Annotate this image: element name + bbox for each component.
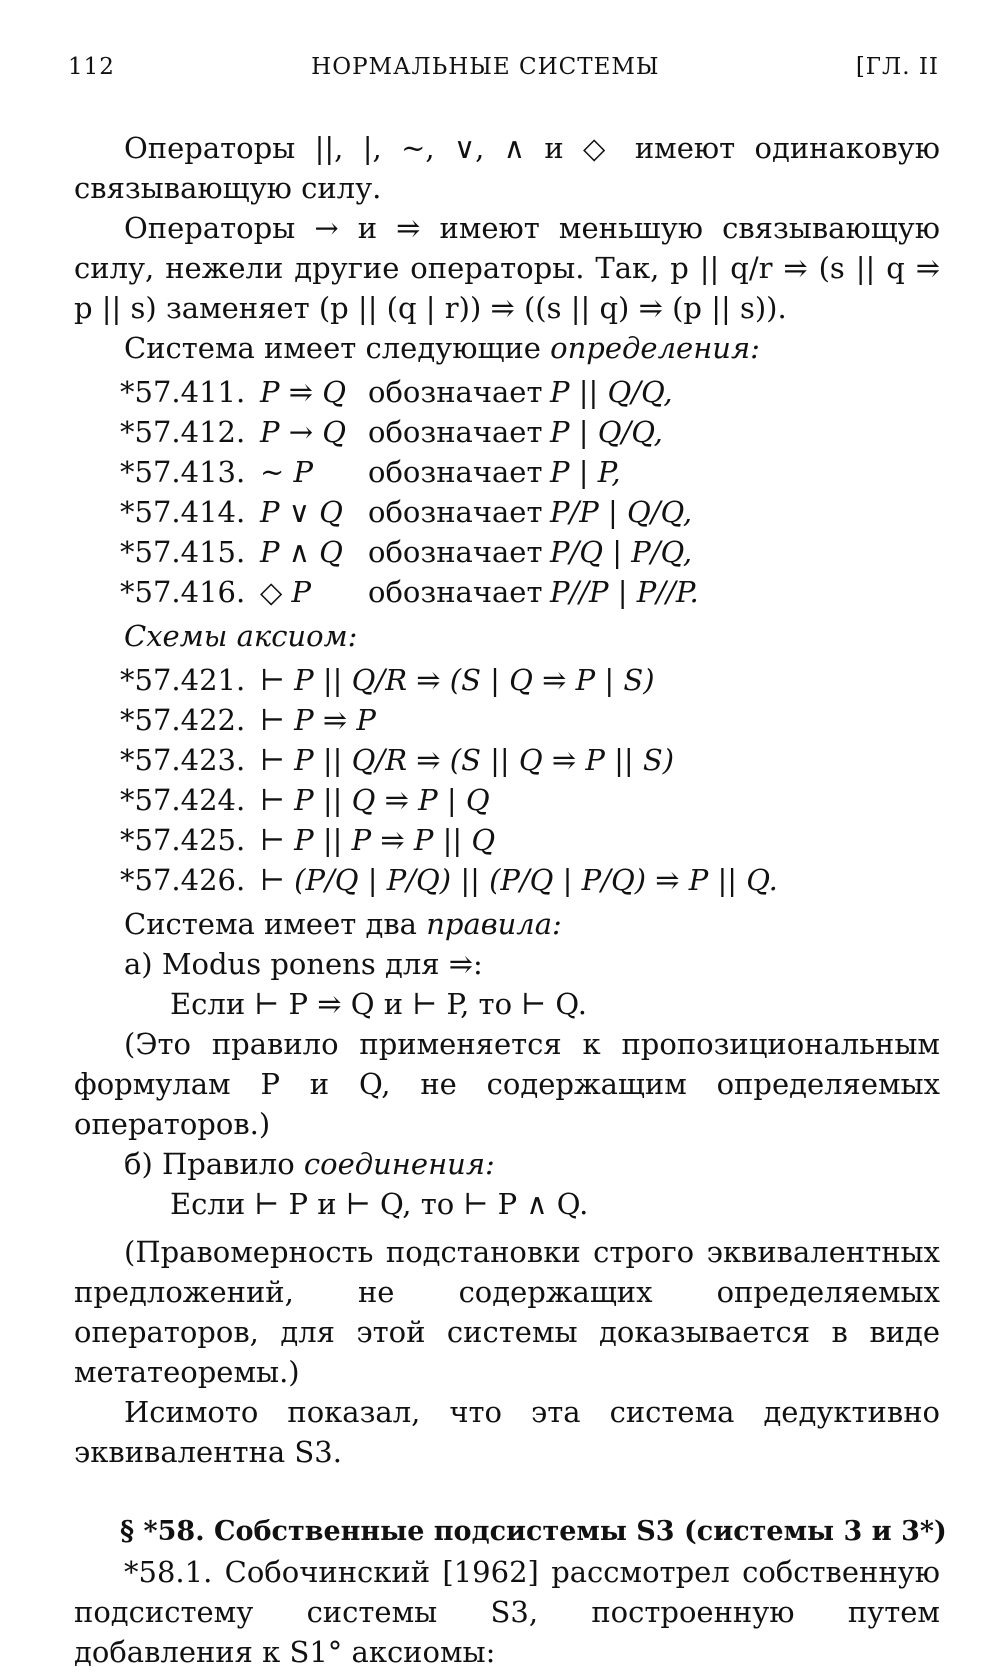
page-number: 112 (68, 54, 115, 80)
definition-row (120, 372, 940, 412)
rule-a-note: (Это правило применяется к пропозициональным формулам P и Q, не содержащим определяемых операторов.) (74, 1027, 940, 1141)
rule-b-formula: Если ⊢ P и ⊢ Q, то ⊢ P ∧ Q. (170, 1187, 589, 1221)
rule-a: а) Modus ponens для ⥤: (124, 947, 483, 981)
axiom-row (120, 660, 940, 700)
paragraph-substitution: (Правомерность подстановки строго эквивалентных предложений, не содержащих определяемых операторов, для этой системы доказывается в виде метатеоремы.) (74, 1235, 940, 1389)
definition-verb: обозначает (368, 375, 543, 409)
axiom-formula: ⊢ (P/Q | P/Q) || (P/Q | P/Q) ⥤ P || Q. (260, 863, 778, 897)
axiom-formula: ⊢ P || P ⥤ P || Q (260, 823, 496, 857)
definition-number: *57.414. (120, 495, 246, 529)
definition-lhs: ◇ P (260, 575, 312, 609)
rule-b: б) Правило соединения: (124, 1147, 495, 1181)
axiom-formula: ⊢ P || Q ⥤ P | Q (260, 783, 490, 817)
chapter-label: [ГЛ. II (855, 54, 939, 80)
axiom-formula: ⊢ P || Q/R ⥤ (S || Q ⥤ P || S) (260, 743, 675, 777)
section-title: § *58. Собственные подсистемы S3 (системы 3 и 3*) (120, 1516, 947, 1547)
definition-lhs: P ∨ Q (260, 495, 343, 529)
paragraph-operators-2: Операторы → и ⥤ имеют меньшую связывающую силу, нежели другие операторы. Так, p || q/r ⥤ (s || q ⥤ p || s) заменяет (p || (q | r)) ⥤ ((s || q) ⥤ (p || s)). (74, 211, 940, 325)
definition-lhs: P → Q (260, 415, 347, 449)
definition-number: *57.411. (120, 375, 246, 409)
paragraph-isimoto: Исимото показал, что эта система дедуктивно эквивалентна S3. (74, 1395, 940, 1469)
definition-row (120, 452, 940, 492)
page-body (74, 128, 947, 1672)
definition-rhs: P/Q | P/Q, (550, 535, 693, 569)
axiom-row (120, 780, 940, 820)
definition-verb: обозначает (368, 575, 543, 609)
definition-number: *57.416. (120, 575, 246, 609)
axiom-number: *57.421. (120, 663, 246, 697)
definition-row (120, 572, 940, 612)
definition-lhs: ~ P (260, 455, 314, 489)
definition-verb: обозначает (368, 455, 543, 489)
definition-number: *57.412. (120, 415, 246, 449)
rules-intro: Система имеет два правила: (124, 907, 562, 941)
definition-number: *57.415. (120, 535, 246, 569)
definition-lhs: P ∧ Q (260, 535, 343, 569)
definition-rhs: P || Q/Q, (550, 375, 673, 409)
definition-verb: обозначает (368, 415, 543, 449)
axiom-number: *57.423. (120, 743, 246, 777)
axiom-row (120, 740, 940, 780)
axiom-formula: ⊢ P || Q/R ⥤ (S | Q ⥤ P | S) (260, 663, 655, 697)
definitions-intro: Система имеет следующие определения: (124, 331, 760, 365)
axioms-list (120, 660, 940, 900)
axiom-formula: ⊢ P ⥤ P (260, 703, 376, 737)
definition-rhs: P | Q/Q, (550, 415, 663, 449)
running-title: НОРМАЛЬНЫЕ СИСТЕМЫ (311, 54, 660, 80)
axioms-title: Схемы аксиом: (124, 619, 358, 653)
definition-rhs: P//P | P//P. (550, 575, 699, 609)
definition-verb: обозначает (368, 495, 543, 529)
definition-row (120, 412, 940, 452)
axiom-number: *57.425. (120, 823, 246, 857)
definition-number: *57.413. (120, 455, 246, 489)
definition-rhs: P | P, (550, 455, 621, 489)
axiom-row (120, 700, 940, 740)
axiom-number: *57.424. (120, 783, 246, 817)
page-header (68, 54, 939, 80)
rule-a-formula: Если ⊢ P ⥤ Q и ⊢ P, то ⊢ Q. (170, 987, 587, 1021)
definition-row (120, 532, 940, 572)
definition-lhs: P ⥤ Q (260, 375, 347, 409)
definitions-list (120, 372, 940, 612)
definition-row (120, 492, 940, 532)
paragraph-sobocinski: *58.1. Собочинский [1962] рассмотрел собственную подсистему системы S3, построенную путем добавления к S1° аксиомы: (74, 1555, 940, 1669)
definition-rhs: P/P | Q/Q, (550, 495, 693, 529)
axiom-row (120, 860, 940, 900)
axiom-row (120, 820, 940, 860)
definition-verb: обозначает (368, 535, 543, 569)
paragraph-operators-1: Операторы ||, |, ~, ∨, ∧ и ◇ имеют одинаковую связывающую силу. (74, 131, 940, 205)
axiom-number: *57.422. (120, 703, 246, 737)
axiom-number: *57.426. (120, 863, 246, 897)
